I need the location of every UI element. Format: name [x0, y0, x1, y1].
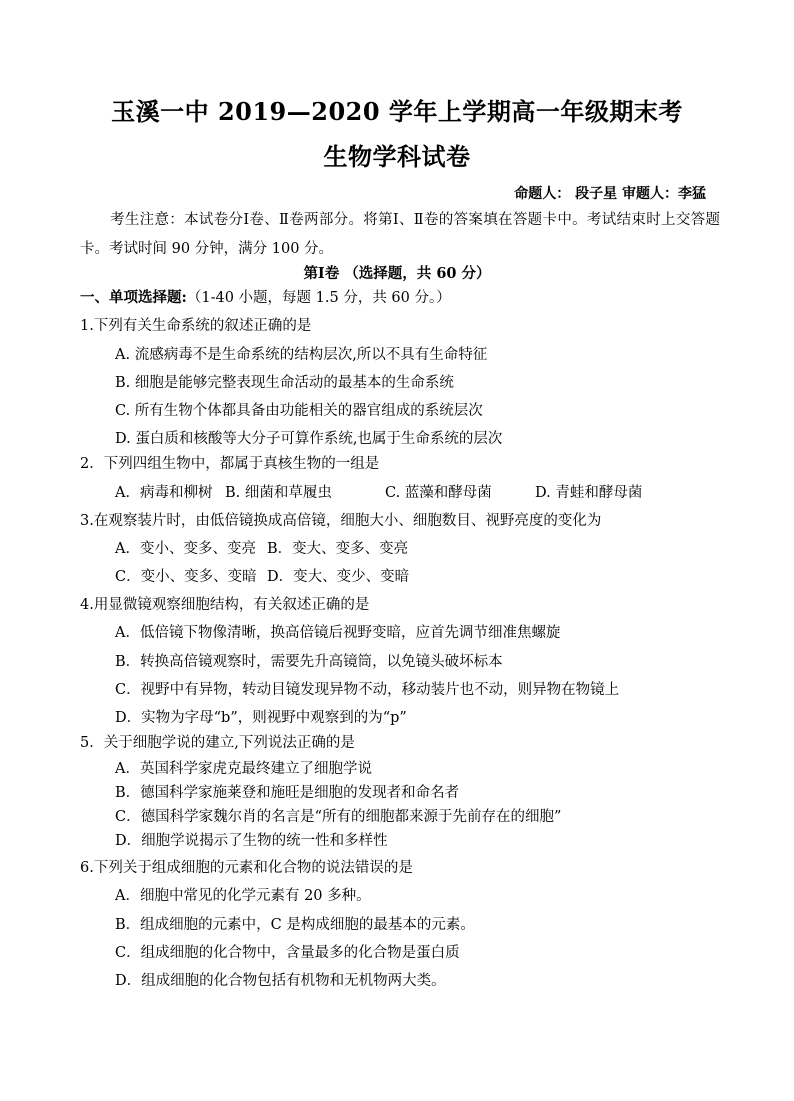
question-5-option-d: D．细胞学说揭示了生物的统一性和多样性	[115, 833, 388, 849]
question-5-option-b: B．德国科学家施莱登和施旺是细胞的发现者和命名者	[115, 785, 460, 801]
question-1-option-d: D. 蛋白质和核酸等大分子可算作系统,也属于生命系统的层次	[115, 431, 503, 447]
question-6-option-c: C．组成细胞的化合物中，含量最多的化合物是蛋白质	[115, 945, 460, 961]
author-line: 命题人： 段子星 审题人：李猛	[514, 186, 706, 202]
question-5-stem: 5．关于细胞学说的建立,下列说法正确的是	[80, 735, 355, 751]
question-4-option-b: B．转换高倍镜观察时，需要先升高镜筒，以免镜头破坏标本	[115, 654, 503, 670]
question-6-option-d: D．组成细胞的化合物包括有机物和无机物两大类。	[115, 973, 446, 989]
question-3-stem: 3.在观察装片时，由低倍镜换成高倍镜，细胞大小、细胞数目、视野亮度的变化为	[80, 513, 602, 529]
question-2-option-c: C. 蓝藻和酵母菌	[385, 485, 492, 501]
question-4-option-d: D．实物为字母“b”，则视野中观察到的为“p”	[115, 710, 407, 726]
question-2-option-a: A．病毒和柳树	[115, 485, 213, 501]
exam-subtitle: 生物学科试卷	[323, 142, 471, 171]
question-3-option-c: C．变小、变多、变暗	[115, 569, 257, 585]
question-5-option-c: C．德国科学家魏尔肖的名言是“所有的细胞都来源于先前存在的细胞”	[115, 809, 562, 825]
question-2-stem: 2．下列四组生物中，都属于真核生物的一组是	[80, 456, 380, 472]
question-2-option-d: D. 青蛙和酵母菌	[535, 485, 643, 501]
question-2-option-b: B. 细菌和草履虫	[225, 485, 332, 501]
question-3-option-b: B．变大、变多、变亮	[267, 541, 409, 557]
question-4-option-a: A．低倍镜下物像清晰，换高倍镜后视野变暗，应首先调节细准焦螺旋	[115, 625, 561, 641]
question-4-stem: 4.用显微镜观察细胞结构，有关叙述正确的是	[80, 597, 370, 613]
question-1-stem: 1.下列有关生命系统的叙述正确的是	[80, 318, 312, 334]
question-1-option-a: A. 流感病毒不是生命系统的结构层次,所以不具有生命特征	[115, 347, 488, 363]
question-6-option-a: A．细胞中常见的化学元素有 20 多种。	[115, 888, 371, 904]
exam-notice: 考生注意：本试卷分Ⅰ卷、Ⅱ卷两部分。将第Ⅰ、Ⅱ卷的答案填在答题卡中。考试结束时上交答题卡。考试时间 90 分钟，满分 100 分。	[80, 212, 720, 257]
question-3-option-d: D．变大、变少、变暗	[267, 569, 410, 585]
question-6-option-b: B．组成细胞的元素中，C 是构成细胞的最基本的元素。	[115, 917, 475, 933]
question-1-option-b: B. 细胞是能够完整表现生命活动的最基本的生命系统	[115, 375, 454, 391]
part-title: 一、单项选择题:	[80, 289, 187, 306]
question-3-option-a: A．变小、变多、变亮	[115, 541, 256, 557]
question-1-option-c: C. 所有生物个体都具备由功能相关的器官组成的系统层次	[115, 403, 483, 419]
question-4-option-c: C．视野中有异物，转动目镜发现异物不动，移动装片也不动，则异物在物镜上	[115, 682, 620, 698]
part-heading	[80, 288, 451, 308]
exam-title: 玉溪一中 2019—2020 学年上学期高一年级期末考	[111, 97, 683, 126]
part-note: （1-40 小题，每题 1.5 分，共 60 分。）	[186, 290, 451, 306]
question-6-stem: 6.下列关于组成细胞的元素和化合物的说法错误的是	[80, 860, 413, 876]
section-title: 第Ⅰ卷 （选择题，共 60 分）	[303, 265, 491, 282]
question-5-option-a: A．英国科学家虎克最终建立了细胞学说	[115, 761, 372, 777]
